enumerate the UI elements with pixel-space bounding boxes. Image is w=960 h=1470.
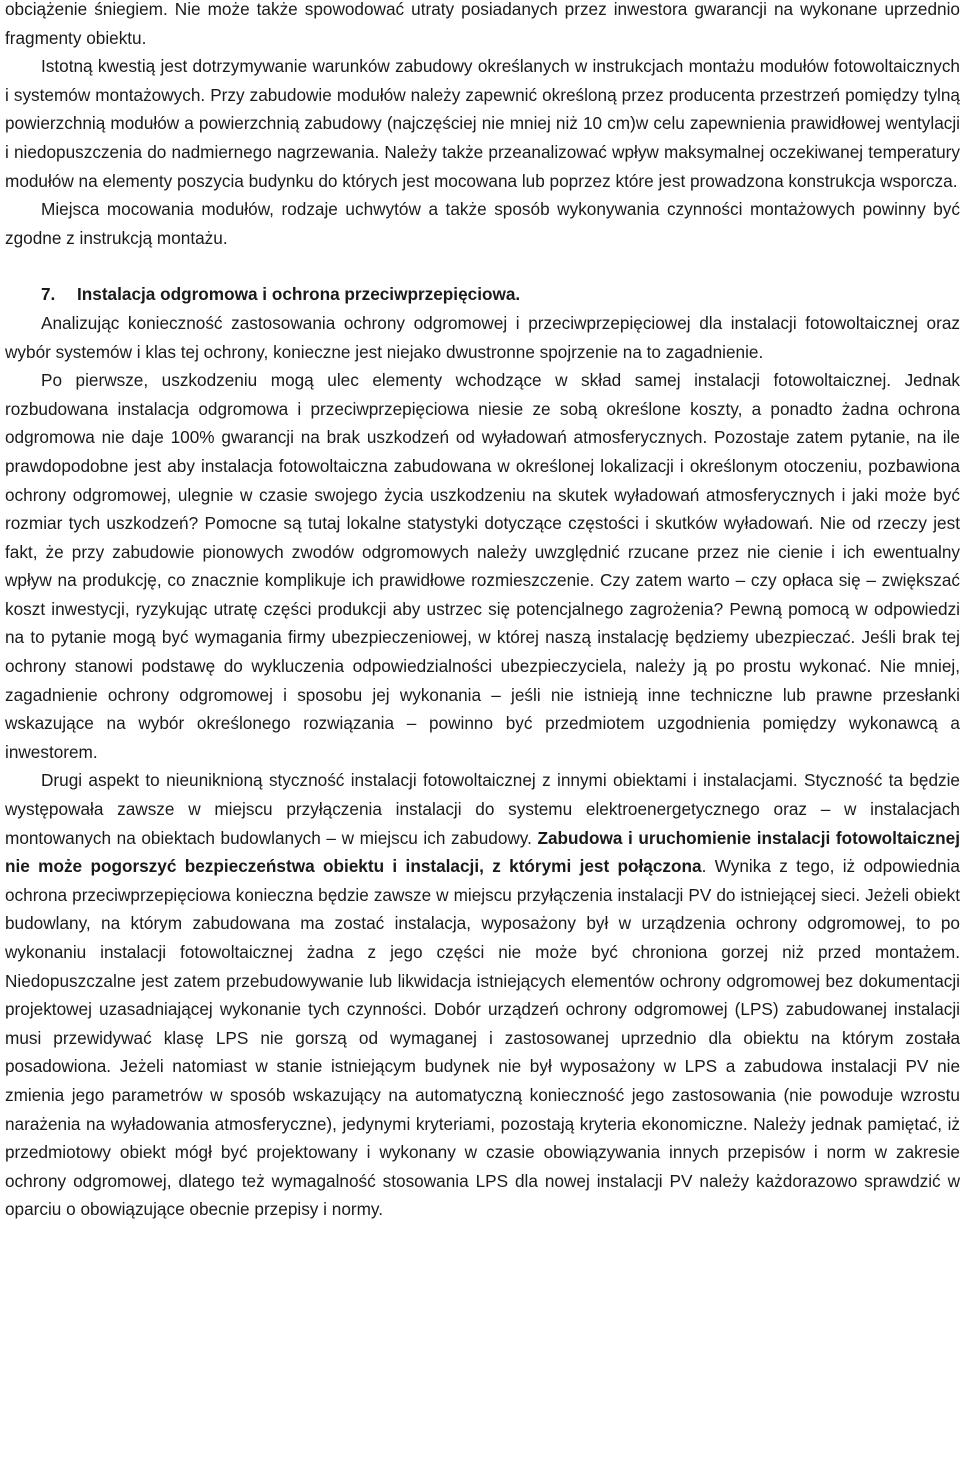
section-heading xyxy=(5,280,960,309)
section-title: Instalacja odgromowa i ochrona przeciwprzepięciowa. xyxy=(77,284,521,305)
paragraph-intro: Analizując konieczność zastosowania ochrony odgromowej i przeciwprzepięciowej dla instalacji fotowoltaicznej oraz wybór systemów i klas tej ochrony, konieczne jest niejako dwustronne spojrzenie na to zagadnienie. xyxy=(5,312,960,362)
document-page xyxy=(5,0,960,1470)
paragraph-continuation: obciążenie śniegiem. Nie może także spowodować utraty posiadanych przez inwestora gwarancji na wykonane uprzednio fragmenty obiektu. xyxy=(5,0,960,48)
paragraph-first-aspect: Po pierwsze, uszkodzeniu mogą ulec elementy wchodzące w skład samej instalacji fotowoltaicznej. Jednak rozbudowana instalacja odgromowa i przeciwprzepięciowa niesie ze sobą określone koszty, a ponadto żadna ochrona odgromowa nie daje 100% gwarancji na brak uszkodzeń od wyładowań atmosferycznych. Pozostaje zatem pytanie, na ile prawdopodobne jest aby instalacja fotowoltaiczna zabudowana w określonej lokalizacji i określonym otoczeniu, pozbawiona ochrony odgromowej, ulegnie w czasie swojego życia uszkodzeniu na skutek wyładowań atmosferycznych i jaki może być rozmiar tych uszkodzeń? Pomocne są tutaj lokalne statystyki dotyczące częstości i skutków wyładowań. Nie od rzeczy jest fakt, że przy zabudowie pionowych zwodów odgromowych należy uwzględnić rzucane przez nie cienie i ich ewentualny wpływ na produkcję, co znacznie komplikuje ich prawidłowe rozmieszczenie. Czy zatem warto – czy opłaca się – zwiększać koszt inwestycji, ryzykując utratę części produkcji aby ustrzec się potencjalnego zagrożenia? Pewną pomocą w odpowiedzi na to pytanie mogą być wymagania firmy ubezpieczeniowej, w której naszą instalację będziemy ubezpieczać. Jeśli brak tej ochrony stanowi podstawę do wykluczenia odpowiedzialności ubezpieczyciela, należy ją po prostu wykonać. Nie mniej, zagadnienie ochrony odgromowej i sposobu jej wykonania – jeśli nie istnieją inne techniczne lub prawne przesłanki wskazujące na wybór określonego rozwiązania – powinno być przedmiotem uzgodnienia pomiędzy wykonawcą a inwestorem. xyxy=(5,370,960,762)
paragraph-second-aspect xyxy=(5,766,960,1224)
paragraph-second-aspect-end: . Wynika z tego, iż odpowiednia ochrona przeciwprzepięciowa konieczna będzie zawsze w miejscu przyłączenia instalacji PV do istniejącej sieci. Jeżeli obiekt budowlany, na którym zabudowana ma zostać instalacja, wyposażony był w urządzenia ochrony odgromowej, to po wykonaniu instalacji fotowoltaicznej żadna z jego części nie może być chroniona gorzej niż przed montażem. Niedopuszczalne jest zatem przebudowywanie lub likwidacja istniejących elementów ochrony odgromowej bez dokumentacji projektowej uzasadniającej wykonanie tych czynności. Dobór urządzeń ochrony odgromowej (LPS) zabudowanej instalacji musi przewidywać klasę LPS nie gorszą od wymaganej i zastosowanej uprzednio dla obiektu na którym została posadowiona. Jeżeli natomiast w stanie istniejącym budynek nie był wyposażony w LPS a zabudowa instalacji PV nie zmienia jego parametrów w sposób wskazujący na automatyczną konieczność jego zastosowania (nie powoduje wzrostu narażenia na wyładowania atmosferyczne), jedynymi kryteriami, pozostają kryteria ekonomiczne. Należy jednak pamiętać, iż przedmiotowy obiekt mógł być projektowany i wykonany w czasie obowiązywania innych przepisów i norm w zakresie ochrony odgromowej, dlatego też wymagalność stosowania LPS dla nowej instalacji PV należy każdorazowo sprawdzić w oparciu o obowiązujące obecnie przepisy i normy. xyxy=(5,856,960,1220)
paragraph-mounting-conditions: Istotną kwestią jest dotrzymywanie warunków zabudowy określanych w instrukcjach montażu modułów fotowoltaicznych i systemów montażowych. Przy zabudowie modułów należy zapewnić określoną przez producenta przestrzeń pomiędzy tylną powierzchnią modułów a powierzchnią zabudowy (najczęściej nie mniej niż 10 cm)w celu zapewnienia prawidłowej wentylacji i niedopuszczenia do nadmiernego nagrzewania. Należy także przeanalizować wpływ maksymalnej oczekiwanej temperatury modułów na elementy poszycia budynku do których jest mocowana lub poprzez które jest prowadzona konstrukcja wsporcza. xyxy=(5,56,960,191)
bold-requirement: Zabudowa i uruchomienie instalacji fotowoltaicznej nie może pogorszyć bezpieczeństwa obiektu i instalacji, z którymi jest połączona xyxy=(5,827,960,877)
paragraph-second-aspect-start: Drugi aspekt to nieuniknioną styczność instalacji fotowoltaicznej z innymi obiektami i instalacjami. Styczność ta będzie występowała zawsze w miejscu przyłączenia instalacji do systemu elektroenergetycznego oraz – w instalacjach montowanych na obiektach budowlanych – w miejscu ich zabudowy. xyxy=(5,770,960,848)
section-number: 7. xyxy=(41,284,56,305)
paragraph-mounting-points: Miejsca mocowania modułów, rodzaje uchwytów a także sposób wykonywania czynności montażowych powinny być zgodne z instrukcją montażu. xyxy=(5,199,960,248)
